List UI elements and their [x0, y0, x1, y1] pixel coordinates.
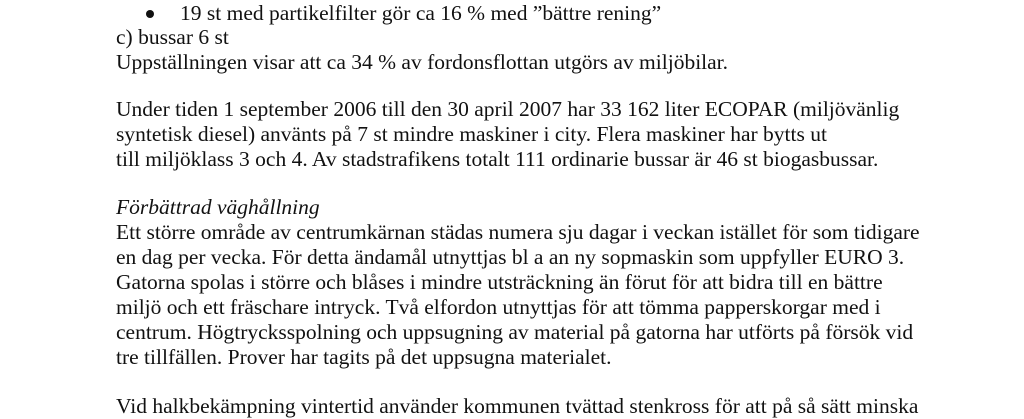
section-heading: Förbättrad väghållning	[116, 195, 320, 219]
vaghallning-line-2: en dag per vecka. För detta ändamål utnyttjas bl a an ny sopmaskin som uppfyller EURO 3.	[116, 245, 905, 269]
ecopar-paragraph-line-2: syntetisk diesel) använts på 7 st mindre maskiner i city. Flera maskiner har bytts ut	[116, 122, 827, 146]
vaghallning-line-6: tre tillfällen. Prover har tagits på det uppsugna materialet.	[116, 345, 612, 369]
bullet-item-text: 19 st med partikelfilter gör ca 16 % med ”bättre rening”	[180, 1, 662, 25]
halka-paragraph-line-1: Vid halkbekämpning vintertid använder kommunen tvättad stenkross för att på så sätt minska	[116, 394, 919, 418]
vaghallning-line-5: centrum. Högtrycksspolning och uppsugning av material på gatorna har utförts på försök vid	[116, 320, 914, 344]
vaghallning-line-3: Gatorna spolas i större och blåses i mindre utsträckning än förut för att bidra till en bättre	[116, 270, 883, 294]
vaghallning-line-1: Ett större område av centrumkärnan städas numera sju dagar i veckan istället för som tidigare	[116, 220, 920, 244]
list-item-c: c) bussar 6 st	[116, 25, 229, 49]
ecopar-paragraph-line-3: till miljöklass 3 och 4. Av stadstrafikens totalt 111 ordinarie bussar är 46 st biogasbussar.	[116, 147, 879, 171]
bullet-icon	[146, 10, 154, 18]
ecopar-paragraph-line-1: Under tiden 1 september 2006 till den 30 april 2007 har 33 162 liter ECOPAR (miljövänlig	[116, 97, 900, 121]
list-summary: Uppställningen visar att ca 34 % av fordonsflottan utgörs av miljöbilar.	[116, 50, 729, 74]
vaghallning-line-4: miljö och ett fräschare intryck. Två elfordon utnyttjas för att tömma papperskorgar med i	[116, 295, 881, 319]
